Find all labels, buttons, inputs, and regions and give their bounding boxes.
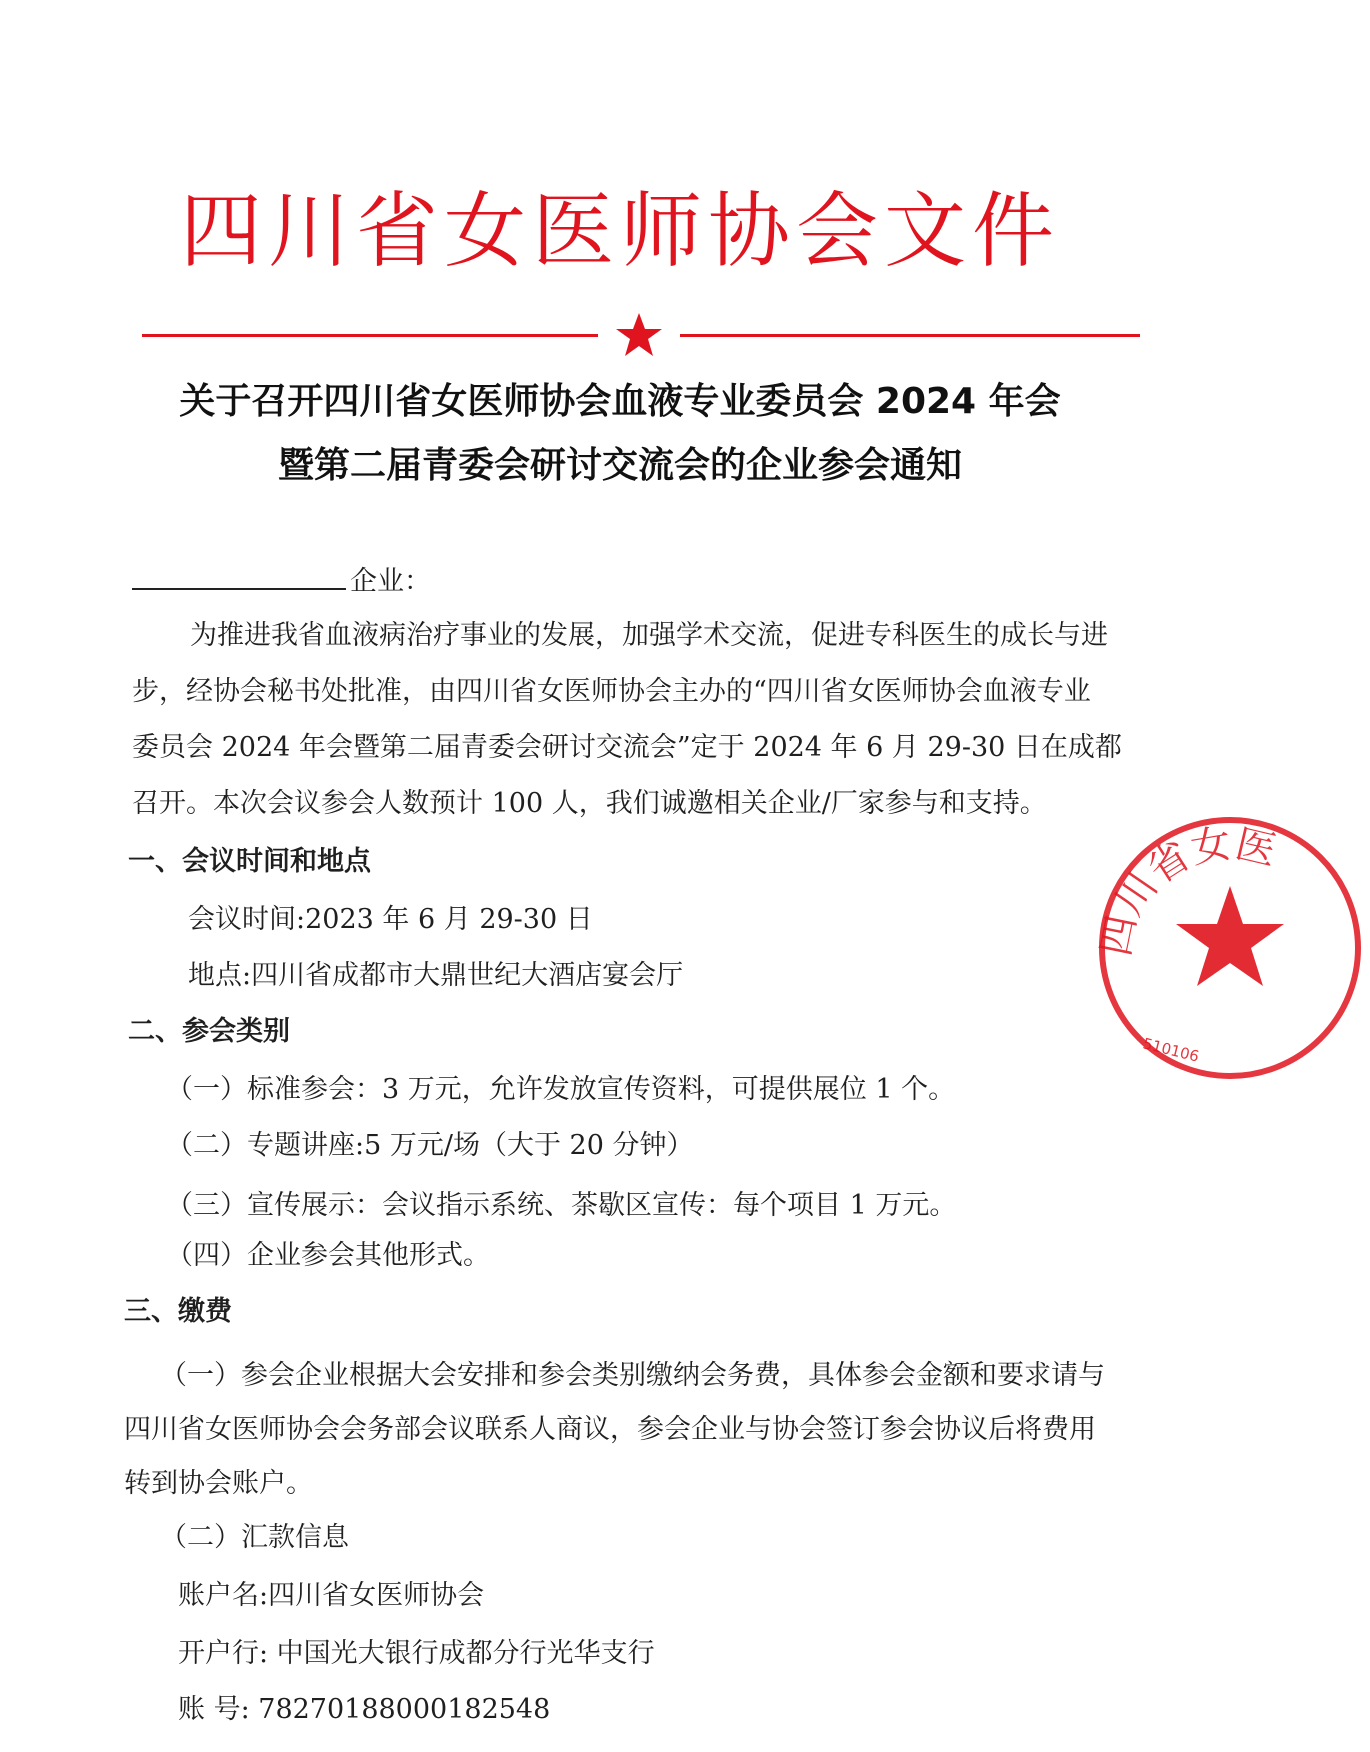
section2-heading: 二、参会类别 xyxy=(128,1016,290,1047)
intro-line-1: 为推进我省血液病治疗事业的发展，加强学术交流，促进专科医生的成长与进 xyxy=(190,620,1108,651)
meeting-place: 地点:四川省成都市大鼎世纪大酒店宴会厅 xyxy=(188,960,684,991)
red-star-icon xyxy=(614,310,664,360)
section1-heading: 一、会议时间和地点 xyxy=(128,846,371,877)
header-rule-left xyxy=(142,334,598,337)
meeting-time: 会议时间:2023 年 6 月 29-30 日 xyxy=(188,904,593,935)
intro-line-3: 委员会 2024 年会暨第二届青委会研讨交流会”定于 2024 年 6 月 29-30 日在成都 xyxy=(132,732,1122,763)
seal-code: 510106 xyxy=(1141,1034,1201,1066)
salutation-text: 企业： xyxy=(350,566,431,597)
bank-name: 开户行: 中国光大银行成都分行光华支行 xyxy=(178,1638,655,1669)
category-item-1: （一）标准参会：3 万元，允许发放宣传资料，可提供展位 1 个。 xyxy=(166,1074,956,1105)
header-rule-right xyxy=(680,334,1140,337)
seal-text: 四川省女医 xyxy=(1092,820,1281,960)
salutation xyxy=(132,558,431,602)
document-title xyxy=(0,370,1240,498)
intro-line-2: 步，经协会秘书处批准，由四川省女医师协会主办的“四川省女医师协会血液专业 xyxy=(132,676,1091,707)
payment-para-line-1: （一）参会企业根据大会安排和参会类别缴纳会务费，具体参会金额和要求请与 xyxy=(160,1360,1105,1391)
payment-para-line-2: 四川省女医师协会会务部会议联系人商议，参会企业与协会签订参会协议后将费用 xyxy=(124,1414,1096,1445)
intro-line-4: 召开。本次会议参会人数预计 100 人，我们诚邀相关企业/厂家参与和支持。 xyxy=(132,788,1047,819)
remittance-heading: （二）汇款信息 xyxy=(160,1522,349,1553)
category-item-2: （二）专题讲座:5 万元/场（大于 20 分钟） xyxy=(166,1130,694,1161)
payment-para-line-3: 转到协会账户。 xyxy=(124,1468,313,1499)
document-title-line2: 暨第二届青委会研讨交流会的企业参会通知 xyxy=(277,445,962,486)
account-number: 账 号: 78270188000182548 xyxy=(178,1694,551,1725)
official-seal xyxy=(1090,808,1370,1088)
company-name-blank xyxy=(132,558,346,590)
category-item-4: （四）企业参会其他形式。 xyxy=(166,1240,490,1271)
document-title-line1: 关于召开四川省女医师协会血液专业委员会 2024 年会 xyxy=(179,381,1061,422)
section3-heading: 三、缴费 xyxy=(124,1296,232,1327)
category-item-3: （三）宣传展示：会议指示系统、茶歇区宣传：每个项目 1 万元。 xyxy=(166,1190,957,1221)
org-header-title: 四川省女医师协会文件 xyxy=(179,184,1060,279)
account-name: 账户名:四川省女医师协会 xyxy=(178,1580,485,1611)
